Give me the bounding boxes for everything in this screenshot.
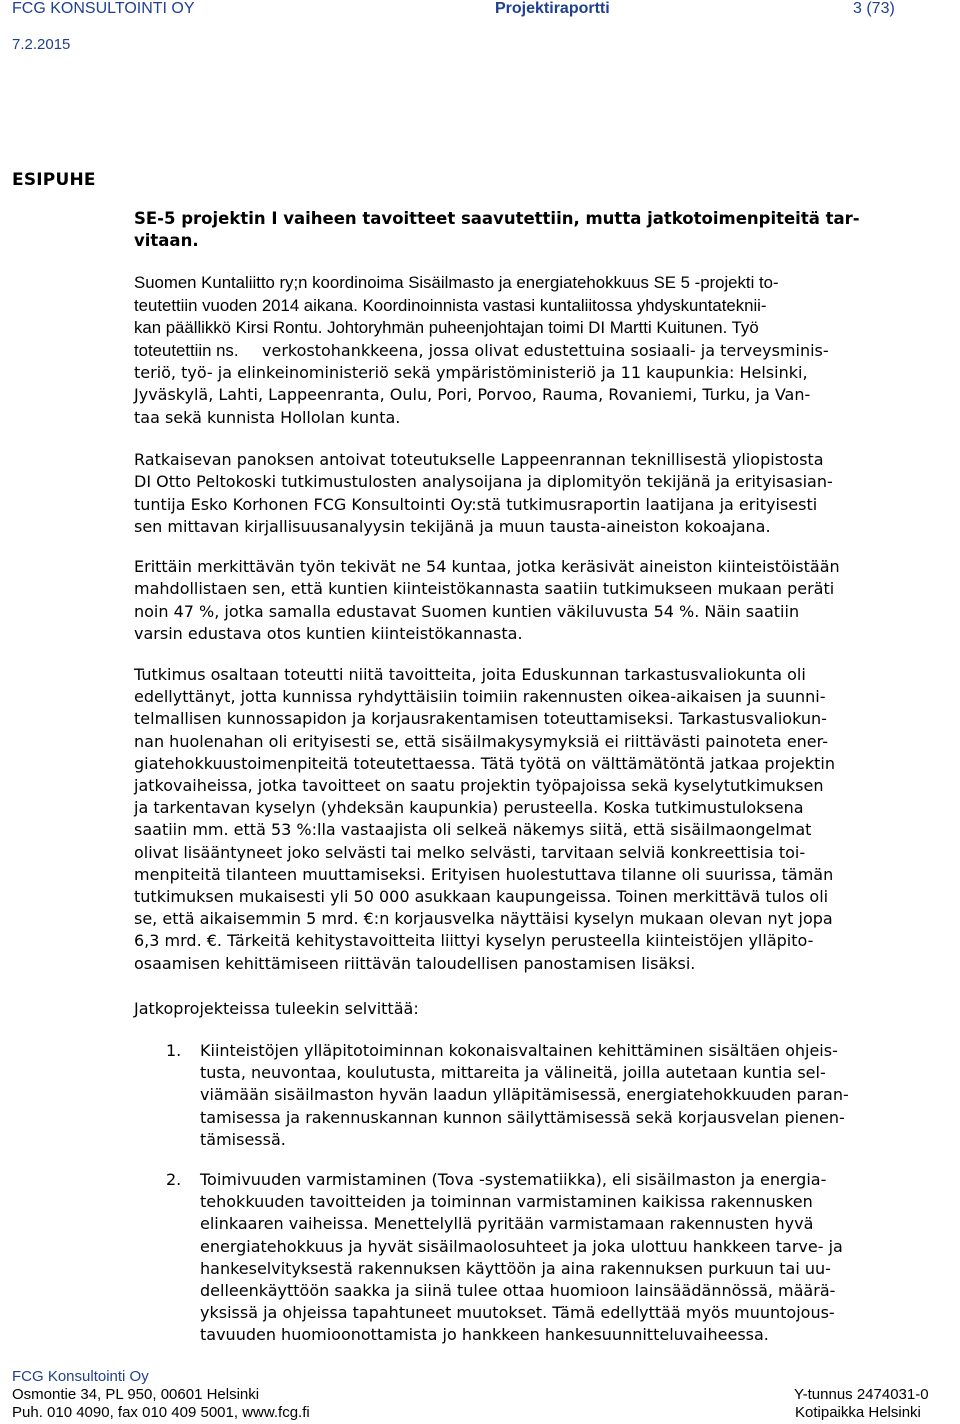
footer-address: Osmontie 34, PL 950, 00601 Helsinki [12,1386,260,1403]
section-title: ESIPUHE [12,170,96,190]
footer-domicile: Kotipaikka Helsinki [795,1404,921,1421]
list-item: Toimivuuden varmistaminen (Tova -systematiikka), eli sisäilmaston ja energia- tehokkuuden tavoitteiden ja toiminnan varmistaminen kaikissa rakennusken elinkaaren vaiheissa. Menettelyllä pyritään varmistamaan rakennusten hyvä energiatehokkuus ja hyvät sisäilmaolosuhteet ja joka ulottuu hankkeen tarve- ja hankeselvityksestä rakennuksen käyttöön ja aina rakennuksen purkuun tai uu- delleenkäyttöön saakka ja siinä tulee ottaa huomioon lainsäädännössä, määrä- yksissä ja ohjeissa tapahtuneet muutokset. Tämä edellyttää myös muuntojous- tavuuden huomioonottamista jo hankkeen hankesuunnitteluvaiheessa. [200,1170,843,1345]
header-page-number: 3 (73) [853,0,895,17]
list-item-number: 1. [166,1041,182,1060]
footer-contact: Puh. 010 4090, fax 010 409 5001, www.fcg.fi [12,1404,310,1421]
header-company: FCG KONSULTOINTI OY [12,0,195,17]
intro-paragraph-rest: teriö, työ- ja elinkeinoministeriö sekä ympäristöministeriö ja 11 kaupunkia: Helsinki, Jyväskylä, Lahti, Lappeenranta, Oulu, Pori, Porvoo, Rauma, Rovaniemi, Turku, ja Van- taa sekä kunnista Hollolan kunta. [134,363,811,427]
header-doc-type: Projektiraportti [495,0,610,17]
municipalities-paragraph: Erittäin merkittävän työn tekivät ne 54 kuntaa, jotka keräsivät aineiston kiinteistöistään mahdollistaen sen, että kuntien kiinteistökannasta saatiin tutkimukseen mukaan peräti noin 47 %, jotka samalla edustavat Suomen kuntien väkiluvusta 54 %. Näin saatiin varsin edustava otos kuntien kiinteistökannasta. [134,557,840,643]
intro-paragraph-top: Suomen Kuntaliitto ry;n koordinoima Sisäilmasto ja energiatehokkuus SE 5 -projekti to- teutettiin vuoden 2014 aikana. Koordinoinnista vastasi kuntaliitossa yhdyskuntateknii- kan päällikkö Kirsi Rontu. Johtoryhmän puheenjohtajan toimi DI Martti Kuitunen. Työ toteutettiin ns. [134,273,779,360]
acknowledgement-paragraph: Ratkaisevan panoksen antoivat toteutukselle Lappeenrannan teknillisestä yliopistosta DI Otto Peltokoski tutkimustulosten analysoijana ja diplomityön tekijänä ja erityisasian- tuntija Esko Korhonen FCG Konsultointi Oy:stä tutkimusraportin laatijana ja erityisesti sen mittavan kirjallisuusanalyysin tekijänä ja muun tausta-aineiston kokoajana. [134,450,833,536]
list-item: Kiinteistöjen ylläpitotoiminnan kokonaisvaltainen kehittäminen sisältäen ohjeis- tusta, neuvontaa, koulutusta, mittareita ja välineitä, joilla autetaan kuntia sel- viämään sisäilmaston hyvän laadun ylläpitämisessä, energiatehokkuuden paran- tamisessa ja rakennuskannan kunnon säilyttämisessä sekä korjausvelan pienen- tämisessä. [200,1041,849,1149]
research-goals-paragraph: Tutkimus osaltaan toteutti niitä tavoitteita, joita Eduskunnan tarkastusvaliokunta oli edellyttänyt, jotta kunnissa ryhdyttäisiin toimiin rakennusten oikea-aikaisen ja suunni- telmallisen kunnossapidon ja korjausrakentamisen toteuttamiseksi. Tarkastusvaliokun- nan huolenahan oli erityisesti se, että sisäilmakysymyksiä ei riittävästi painoteta ener- giatehokkuustoimenpiteitä toteutettaessa. Tätä työtä on välttämätöntä jatkaa projektin jatkovaiheissa, jotka tavoitteet on saatu projektin työpajoissa sekä kyselytutkimuksen ja tarkentavan kyselyn (yhdeksän kaupunkia) perusteella. Koska tutkimustuloksena saatiin mm. että 53 %:lla vastaajista oli selkeä näkemys siitä, että sisäilmaongelmat olivat lisääntyneet joko selvästi tai melko selvästi, tarvitaan selviä konkreettisia toi- menpiteitä tilanteen muuttamiseksi. Erityisen huolestuttava tilanne oli suurissa, tämän tutkimuksen mukaisesti yli 50 000 asukkaan kaupungeissa. Toinen merkittävä tulos oli se, että aikaisemmin 5 mrd. €:n korjausvelka näyttäisi kyselyn mukaan olevan nyt jopa 6,3 mrd. €. Tärkeitä kehitystavoitteita liittyi kyselyn perusteella kiinteistöjen ylläpito- osaamisen kehittämiseen riittävän taloudellisen panostamisen lisäksi. [134,665,835,973]
lead-paragraph: SE-5 projektin I vaiheen tavoitteet saavutettiin, mutta jatkotoimenpiteitä tar- vitaan. [134,209,860,250]
header-date: 7.2.2015 [12,36,71,53]
footer-business-id: Y-tunnus 2474031-0 [794,1386,929,1403]
intro-paragraph-rest-first-line: verkostohankkeena, jossa olivat edustettuina sosiaali- ja terveysminis- [262,341,829,360]
follow-up-intro: Jatkoprojekteissa tuleekin selvittää: [134,999,419,1018]
footer-company: FCG Konsultointi Oy [12,1368,149,1385]
list-item-number: 2. [166,1170,182,1189]
